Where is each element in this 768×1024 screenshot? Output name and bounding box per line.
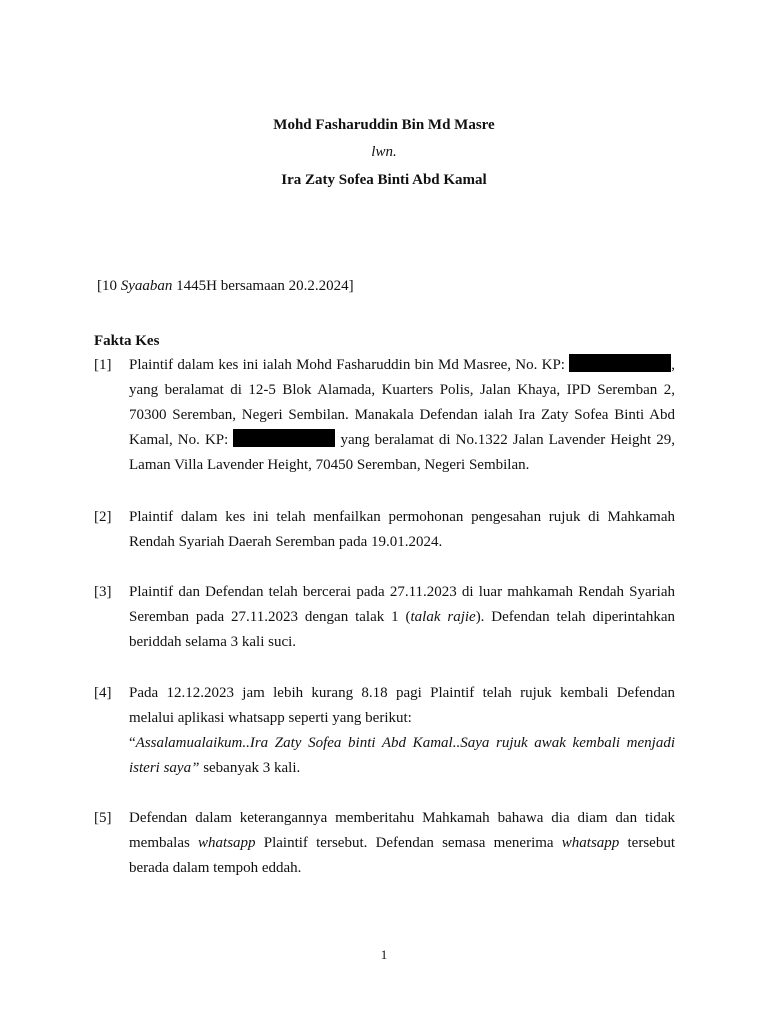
text-run: Seremban pada 27.11.2023 dengan talak 1 ( bbox=[129, 609, 411, 625]
paragraph-line bbox=[129, 353, 675, 378]
paragraph-line: melalui aplikasi whatsapp seperti yang berikut: bbox=[129, 710, 412, 726]
text-run: Plaintif dalam kes ini ialah Mohd Fasharuddin bin Md Masree, No. KP: bbox=[129, 357, 570, 373]
redacted-ic-number bbox=[233, 429, 335, 447]
judgment-date bbox=[97, 277, 354, 295]
text-run: ). Defendan telah diperintahkan bbox=[475, 609, 675, 625]
text-run: , bbox=[671, 357, 675, 373]
plaintiff-name: Mohd Fasharuddin Bin Md Masre bbox=[273, 117, 495, 133]
text-run-italic: whatsapp bbox=[198, 835, 256, 851]
page-number: 1 bbox=[380, 947, 388, 962]
paragraph-line bbox=[129, 831, 675, 856]
text-run: membalas bbox=[129, 835, 199, 851]
paragraph-line: 70300 Seremban, Negeri Sembilan. Manakala Defendan ialah Ira Zaty Sofea Binti Abd bbox=[129, 407, 675, 423]
date-month: Syaaban bbox=[120, 278, 173, 294]
paragraph-line: Laman Villa Lavender Height, 70450 Seremban, Negeri Sembilan. bbox=[129, 457, 530, 473]
paragraph-line: beriddah selama 3 kali suci. bbox=[129, 634, 297, 650]
paragraph-line: Rendah Syariah Daerah Seremban pada 19.01.2024. bbox=[129, 534, 443, 550]
text-run: “ bbox=[129, 735, 136, 751]
paragraph-line: Plaintif dalam kes ini telah menfailkan permohonan pengesahan rujuk di Mahkamah bbox=[129, 509, 675, 525]
paragraph-body bbox=[129, 806, 675, 881]
paragraph-line: Pada 12.12.2023 jam lebih kurang 8.18 pagi Plaintif telah rujuk kembali Defendan bbox=[129, 685, 675, 701]
text-run-italic: Assalamualaikum..Ira Zaty Sofea binti Abd Kamal..Saya rujuk awak kembali menjadi bbox=[135, 735, 675, 751]
paragraph-line: yang beralamat di 12-5 Blok Alamada, Kuarters Polis, Jalan Khaya, IPD Seremban 2, bbox=[129, 382, 675, 398]
paragraph-line: Plaintif dan Defendan telah bercerai pada 27.11.2023 di luar mahkamah Rendah Syariah bbox=[129, 584, 675, 600]
text-run: yang beralamat di No.1322 Jalan Lavender Height 29, bbox=[335, 432, 675, 448]
text-run-italic: whatsapp bbox=[561, 835, 620, 851]
text-run: sebanyak 3 kali. bbox=[199, 760, 301, 776]
paragraph-number: [5] bbox=[94, 810, 112, 826]
paragraph-line bbox=[129, 428, 675, 453]
section-heading-fakta-kes: Fakta Kes bbox=[94, 333, 160, 349]
defendant-name: Ira Zaty Sofea Binti Abd Kamal bbox=[281, 172, 487, 188]
paragraph-body bbox=[129, 505, 675, 555]
paragraph-body bbox=[129, 681, 675, 781]
paragraph-line: berada dalam tempoh eddah. bbox=[129, 860, 302, 876]
text-run: Kamal, No. KP: bbox=[129, 432, 234, 448]
versus-label: lwn. bbox=[371, 144, 397, 160]
paragraph-body bbox=[129, 353, 675, 478]
paragraph-line: Defendan dalam keterangannya memberitahu Mahkamah bahawa dia diam dan tidak bbox=[129, 810, 675, 826]
paragraph-line bbox=[129, 731, 675, 756]
redacted-ic-number bbox=[569, 354, 671, 372]
paragraph-body bbox=[129, 580, 675, 655]
text-run-italic: talak rajie bbox=[410, 609, 476, 625]
date-rest: 1445H bersamaan 20.2.2024] bbox=[172, 278, 354, 294]
paragraph-number: [3] bbox=[94, 584, 112, 600]
text-run: Plaintif tersebut. Defendan semasa menerima bbox=[255, 835, 562, 851]
date-open: [10 bbox=[97, 278, 121, 294]
paragraph-line bbox=[129, 605, 675, 630]
text-run: tersebut bbox=[619, 835, 675, 851]
paragraph-number: [1] bbox=[94, 357, 112, 373]
text-run-italic: isteri saya” bbox=[129, 760, 200, 776]
paragraph-number: [4] bbox=[94, 685, 112, 701]
paragraph-number: [2] bbox=[94, 509, 112, 525]
paragraph-line bbox=[129, 756, 675, 781]
